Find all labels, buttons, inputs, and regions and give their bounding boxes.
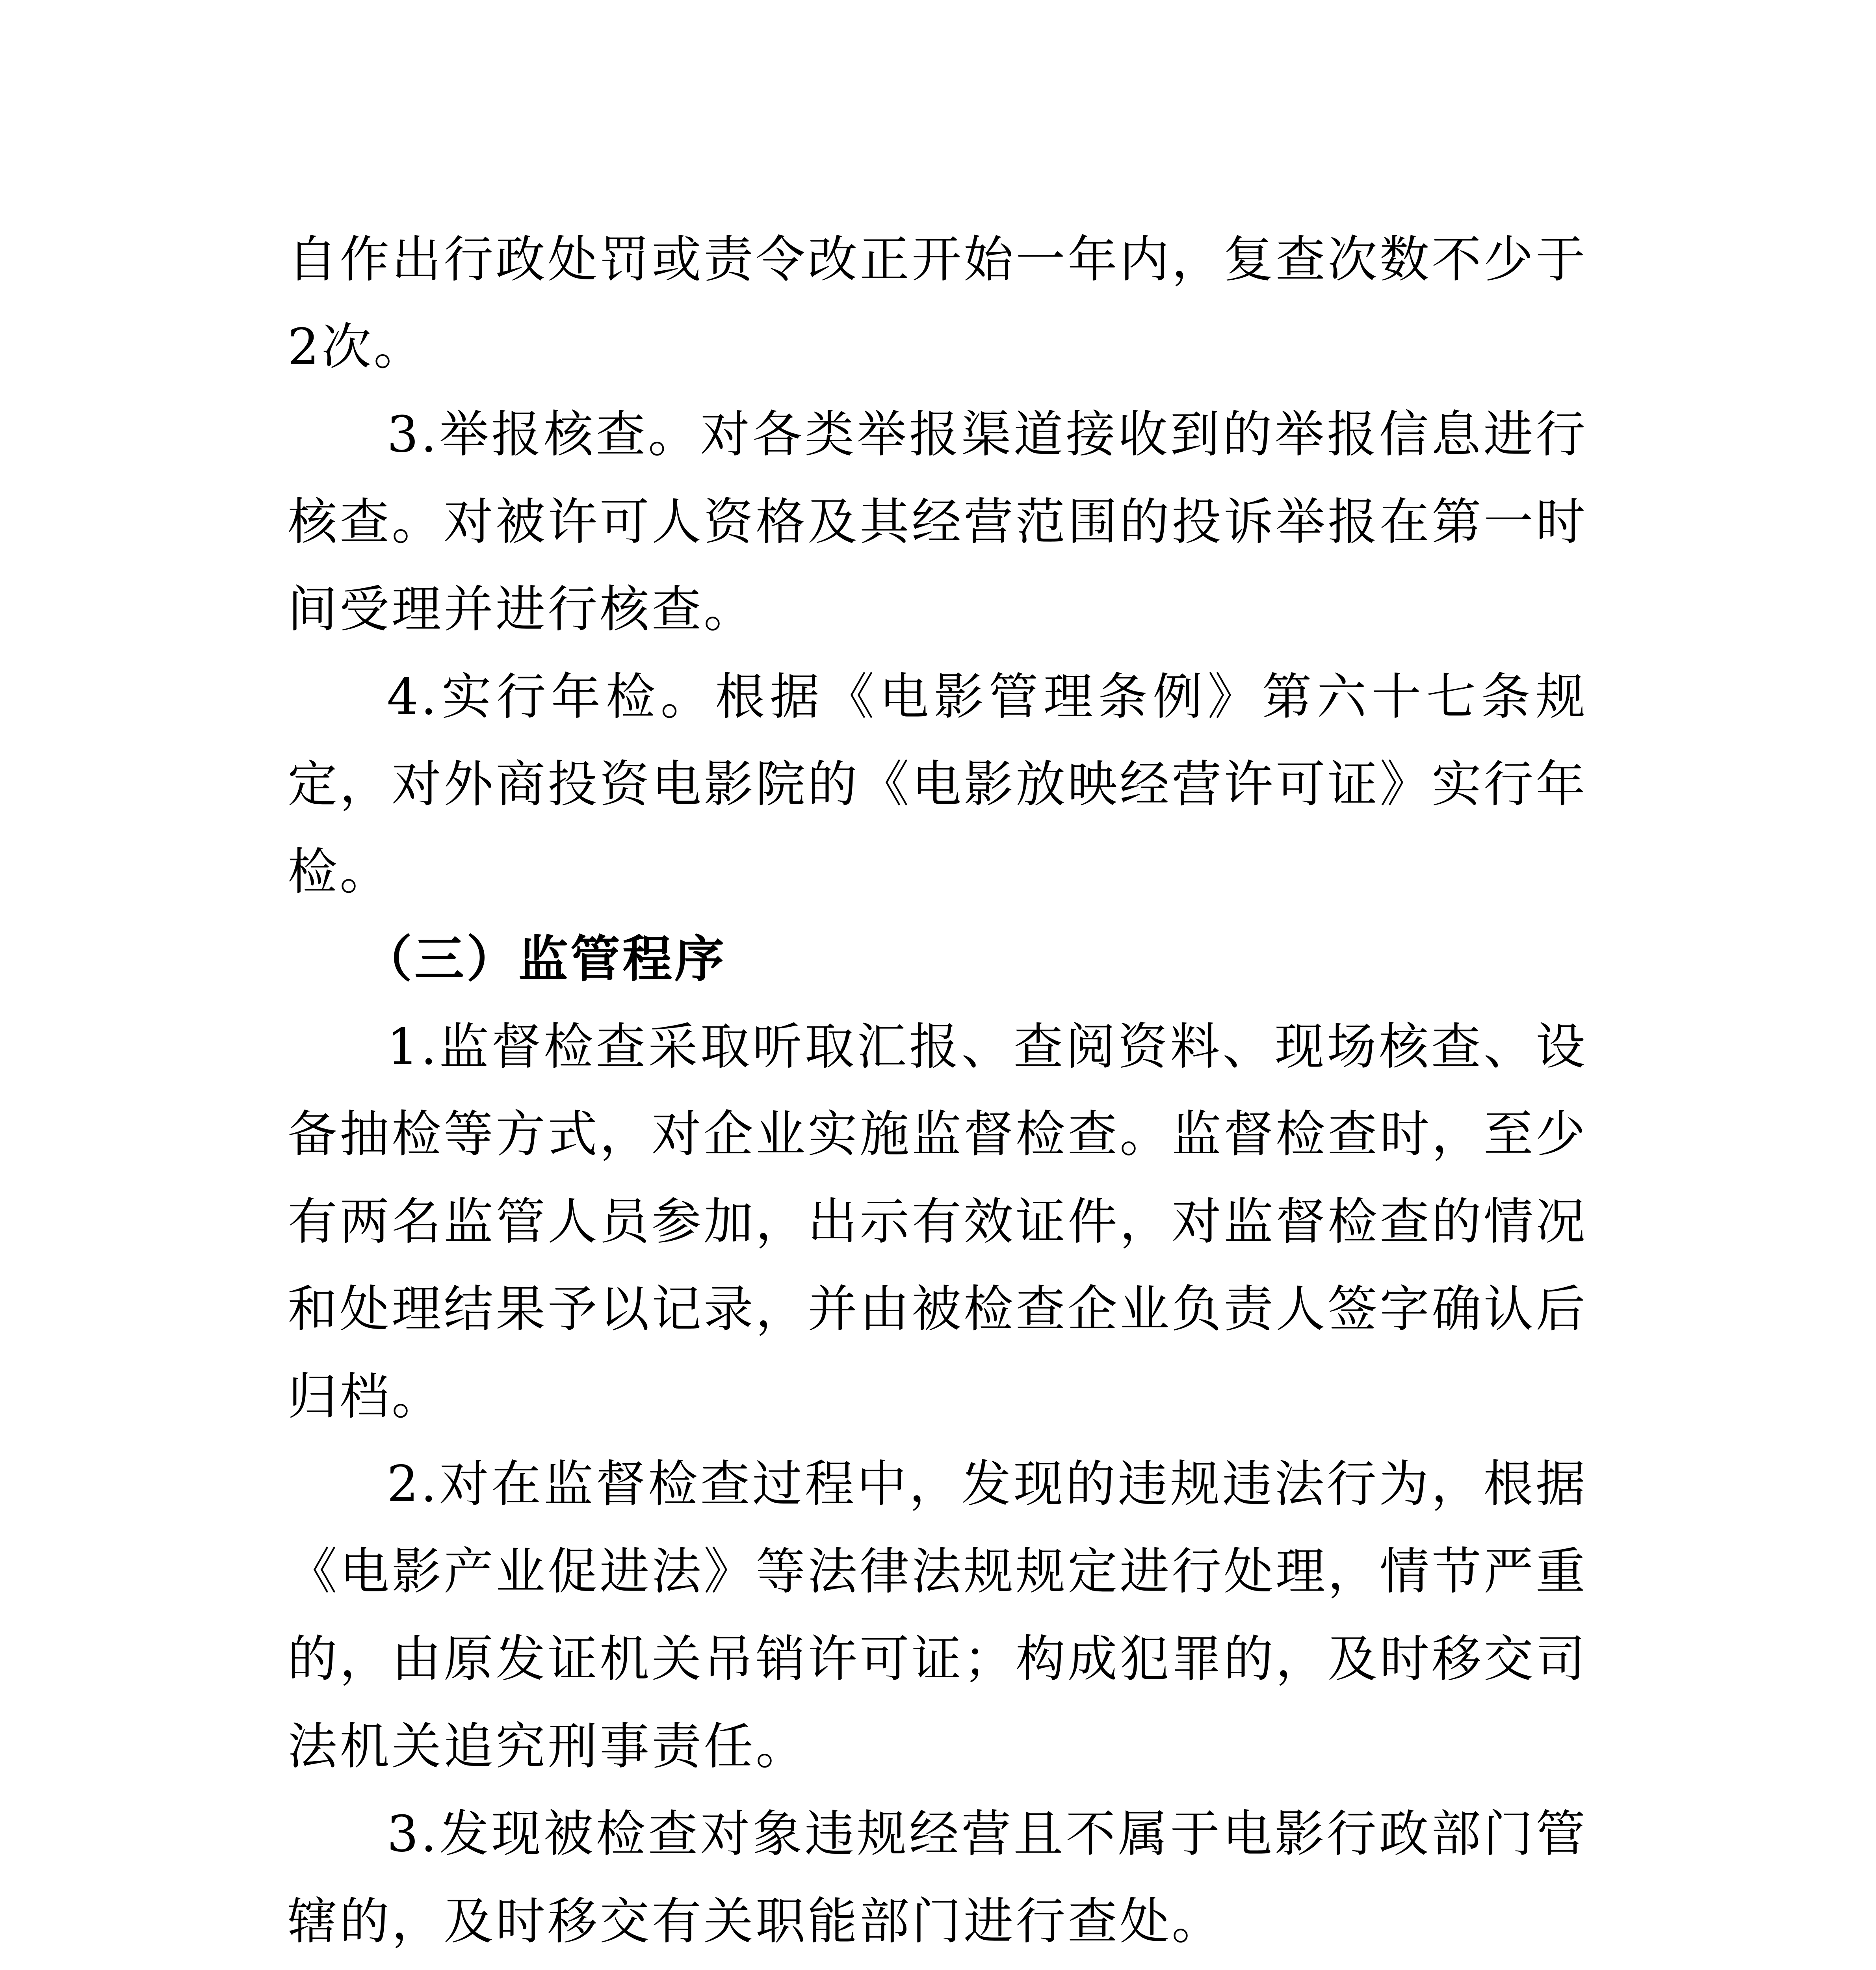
paragraph-violation-handling: 2.对在监督检查过程中，发现的违规违法行为，根据《电影产业促进法》等法律法规规定进行处理，情节严重的，由原发证机关吊销许可证；构成犯罪的，及时移交司法机关追究刑事责任。 [288,1455,1588,1775]
section-heading-credit-files [288,1965,1588,1970]
paragraph-continuation: 自作出行政处罚或责令改正开始一年内，复查次数不少于2次。 [288,230,1588,376]
paragraph-annual-inspection: 4.实行年检。根据《电影管理条例》第六十七条规定，对外商投资电影院的《电影放映经营许可证》实行年检。 [288,668,1588,901]
document-body [288,216,1588,1970]
paragraph-report-verification: 3.举报核查。对各类举报渠道接收到的举报信息进行核查。对被许可人资格及其经营范围的投诉举报在第一时间受理并进行核查。 [288,405,1588,638]
paragraph-inspection-methods: 1.监督检查采取听取汇报、查阅资料、现场核查、设备抽检等方式，对企业实施监督检查。监督检查时，至少有两名监管人员参加，出示有效证件，对监督检查的情况和处理结果予以记录，并由被检查企业负责人签字确认后归档。 [288,1018,1588,1425]
paragraph-transfer-to-departments: 3.发现被检查对象违规经营且不属于电影行政部门管辖的，及时移交有关职能部门进行查处。 [288,1805,1588,1950]
section-heading-supervision-procedure: （三）监管程序 [362,930,726,988]
